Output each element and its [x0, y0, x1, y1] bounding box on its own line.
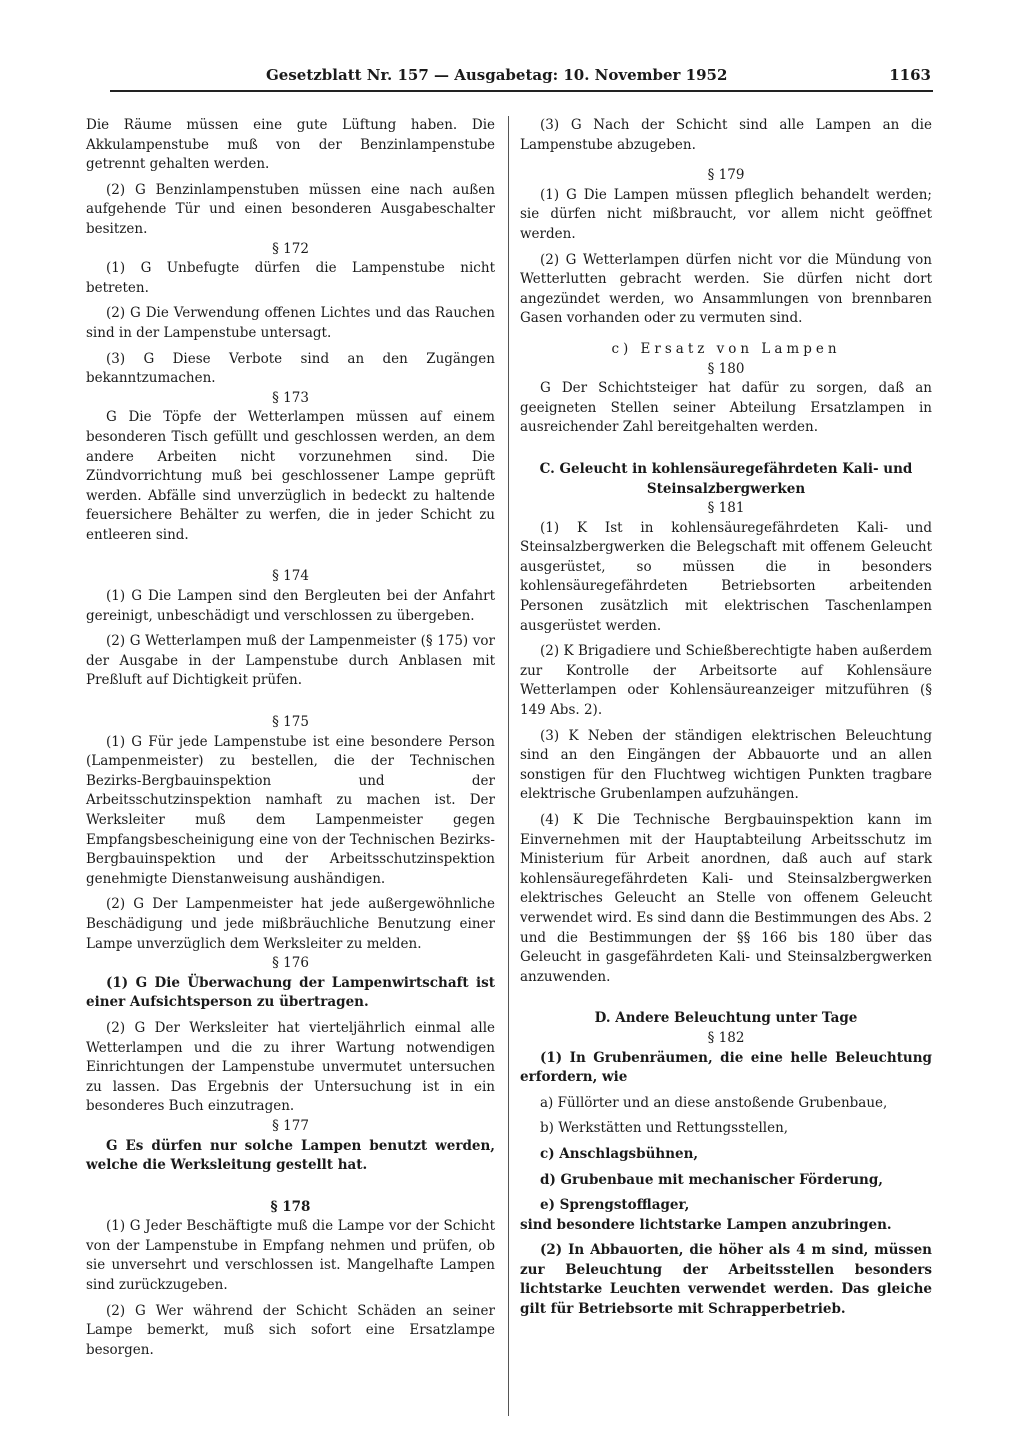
list-item: a) Füllörter und an diese anstoßende Grubenbaue, — [540, 1094, 888, 1111]
paragraph: (1) G Die Lampen sind den Bergleuten bei der Anfahrt gereinigt, unbeschädigt und verschlossen zu übergeben. — [86, 588, 495, 624]
section-heading: § 181 — [707, 500, 745, 517]
list-item: e) Sprengstofflager, — [540, 1197, 690, 1214]
paragraph: G Die Töpfe der Wetterlampen müssen auf einem besonderen Tisch gefüllt und geschlossen werden, an dem andere Arbeiten nicht vorzunehmen sind. Die Zündvorrichtung muß bei geschlossener Lampe geprüft werden. Abfälle sind unverzüglich in bedeckt zu haltende feuersichere Behälter zu werfen, die in jeder Schicht zu entleeren sind. — [86, 409, 495, 543]
paragraph: (2) G Die Verwendung offenen Lichtes und das Rauchen sind in der Lampenstube untersagt. — [86, 305, 495, 341]
paragraph: (2) G Wetterlampen dürfen nicht vor die Mündung von Wetterlutten gebracht werden. Sie dürfen nicht dort angezündet werden, wo Ansammlungen von brennbaren Gasen vorhanden oder zu vermuten sind. — [520, 251, 932, 327]
section-heading: § 175 — [272, 714, 309, 731]
paragraph: (2) G Der Lampenmeister hat jede außergewöhnliche Beschädigung und jede mißbräuchliche Benutzung einer Lampe unverzüglich dem Werksleiter zu melden. — [86, 896, 495, 952]
page-number: 1163 — [889, 66, 931, 84]
list-item: b) Werkstätten und Rettungsstellen, — [540, 1120, 789, 1137]
chapter-heading: C. Geleucht in kohlensäuregefährdeten Kali- und Steinsalzbergwerken — [539, 460, 913, 497]
list-item: c) Anschlagsbühnen, — [540, 1145, 699, 1162]
section-heading: § 176 — [272, 955, 309, 972]
paragraph: (2) G Der Werksleiter hat vierteljährlich einmal alle Wetterlampen und die zu ihrer Wartung notwendigen Einrichtungen der Lampenstube unvermutet untersuchen zu lassen. Das Ergebnis der Untersuchung ist in ein besonderes Buch einzutragen. — [86, 1019, 495, 1115]
column-divider — [508, 116, 509, 1416]
paragraph: (3) K Neben der ständigen elektrischen Beleuchtung sind an den Eingängen der Abbauorte und an allen sonstigen für den Fluchtweg wichtigen Punkten tragbare elektrische Grubenlampen aufzuhängen. — [520, 727, 932, 803]
paragraph: sind besondere lichtstarke Lampen anzubringen. — [520, 1216, 892, 1233]
paragraph: (2) In Abbauorten, die höher als 4 m sind, müssen zur Beleuchtung der Arbeitsstellen besonders lichtstarke Leuchten verwendet werden. Das gleiche gilt für Betriebsorte mit Schrapperbetrieb. — [520, 1242, 932, 1318]
section-heading: § 174 — [272, 568, 309, 585]
paragraph: (1) In Grubenräumen, die eine helle Beleuchtung erfordern, wie — [520, 1049, 932, 1086]
paragraph: (2) K Brigadiere und Schießberechtigte haben außerdem zur Kontrolle der Arbeitsorte auf Kohlensäure Wetterlampen oder Kohlensäureanzeiger mitzuführen (§ 149 Abs. 2). — [520, 643, 932, 719]
section-heading: § 182 — [707, 1029, 745, 1046]
page-header — [110, 60, 933, 92]
right-column — [520, 116, 932, 1320]
section-heading: § 180 — [707, 360, 745, 377]
paragraph: (4) K Die Technische Bergbauinspektion kann im Einvernehmen mit der Hauptabteilung Arbeitsschutz im Ministerium für Arbeit anordnen, daß auch auf stark kohlensäuregefährdeten Kali- und Steinsalzbergwerken elektrisches Geleucht an Stelle von offenem Geleucht verwendet wird. Es sind dann die Bestimmungen des Abs. 2 und die Bestimmungen der §§ 166 bis 180 über das Geleucht in gasgefährdeten Kali- und Steinsalzbergwerken anzuwenden. — [520, 812, 932, 985]
paragraph: (1) K Ist in kohlensäuregefährdeten Kali- und Steinsalzbergwerken die Belegschaft mit offenem Geleucht ausgerüstet, so müssen die in besonders kohlensäuregefährdeten Betriebsorten arbeitenden Personen zusätzlich mit elektrischen Taschenlampen ausgerüstet werden. — [520, 519, 932, 634]
paragraph: G Es dürfen nur solche Lampen benutzt werden, welche die Werksleitung gestellt hat. — [86, 1137, 495, 1174]
section-heading: § 177 — [272, 1117, 309, 1134]
section-heading: § 179 — [707, 167, 745, 184]
paragraph: Die Räume müssen eine gute Lüftung haben. Die Akkulampenstube muß von der Benzinlampenstube getrennt gehalten werden. — [86, 117, 495, 173]
subsection-heading: c) Ersatz von Lampen — [611, 340, 841, 357]
paragraph: (1) G Für jede Lampenstube ist eine besondere Person (Lampenmeister) zu bestellen, die der Technischen Bezirks-Bergbauinspektion und der Arbeitsschutzinspektion namhaft zu machen ist. Der Werksleiter muß dem Lampenmeister gegen Empfangsbescheinigung eine von der Technischen Bezirks-Bergbauinspektion und der Arbeitsschutzinspektion genehmigte Dienstanweisung aushändigen. — [86, 733, 495, 887]
paragraph: (1) G Jeder Beschäftigte muß die Lampe vor der Schicht von der Lampenstube in Empfang nehmen und prüfen, ob sie unversehrt und verschlossen ist. Mangelhafte Lampen sind zurückzugeben. — [86, 1218, 495, 1294]
section-heading: § 173 — [272, 389, 309, 406]
paragraph: (1) G Die Überwachung der Lampenwirtschaft ist einer Aufsichtsperson zu übertragen. — [86, 974, 495, 1011]
list-item: d) Grubenbaue mit mechanischer Förderung, — [540, 1171, 883, 1188]
paragraph: (3) G Nach der Schicht sind alle Lampen an die Lampenstube abzugeben. — [520, 117, 932, 153]
left-column — [86, 116, 495, 1360]
chapter-heading: D. Andere Beleuchtung unter Tage — [594, 1010, 858, 1027]
paragraph: (2) G Wetterlampen muß der Lampenmeister (§ 175) vor der Ausgabe in der Lampenstube durch Anblasen mit Preßluft auf Dichtigkeit prüfen. — [86, 633, 495, 689]
paragraph: (1) G Unbefugte dürfen die Lampenstube nicht betreten. — [86, 260, 495, 296]
gazette-title: Gesetzblatt Nr. 157 — Ausgabetag: 10. November 1952 — [266, 66, 728, 84]
paragraph: G Der Schichtsteiger hat dafür zu sorgen, daß an geeigneten Stellen seiner Abteilung Ersatzlampen in ausreichender Zahl bereitgehalten werden. — [520, 380, 932, 436]
paragraph: (2) G Benzinlampenstuben müssen eine nach außen aufgehende Tür und einen besonderen Ausgabeschalter besitzen. — [86, 181, 495, 237]
section-heading: § 172 — [272, 240, 309, 257]
paragraph: (3) G Diese Verbote sind an den Zugängen bekanntzumachen. — [86, 350, 495, 387]
section-heading: § 178 — [270, 1198, 311, 1215]
paragraph: (2) G Wer während der Schicht Schäden an seiner Lampe bemerkt, muß sich sofort eine Ersatzlampe besorgen. — [86, 1302, 495, 1358]
paragraph: (1) G Die Lampen müssen pfleglich behandelt werden; sie dürfen nicht mißbraucht, vor allem nicht geöffnet werden. — [520, 186, 932, 242]
